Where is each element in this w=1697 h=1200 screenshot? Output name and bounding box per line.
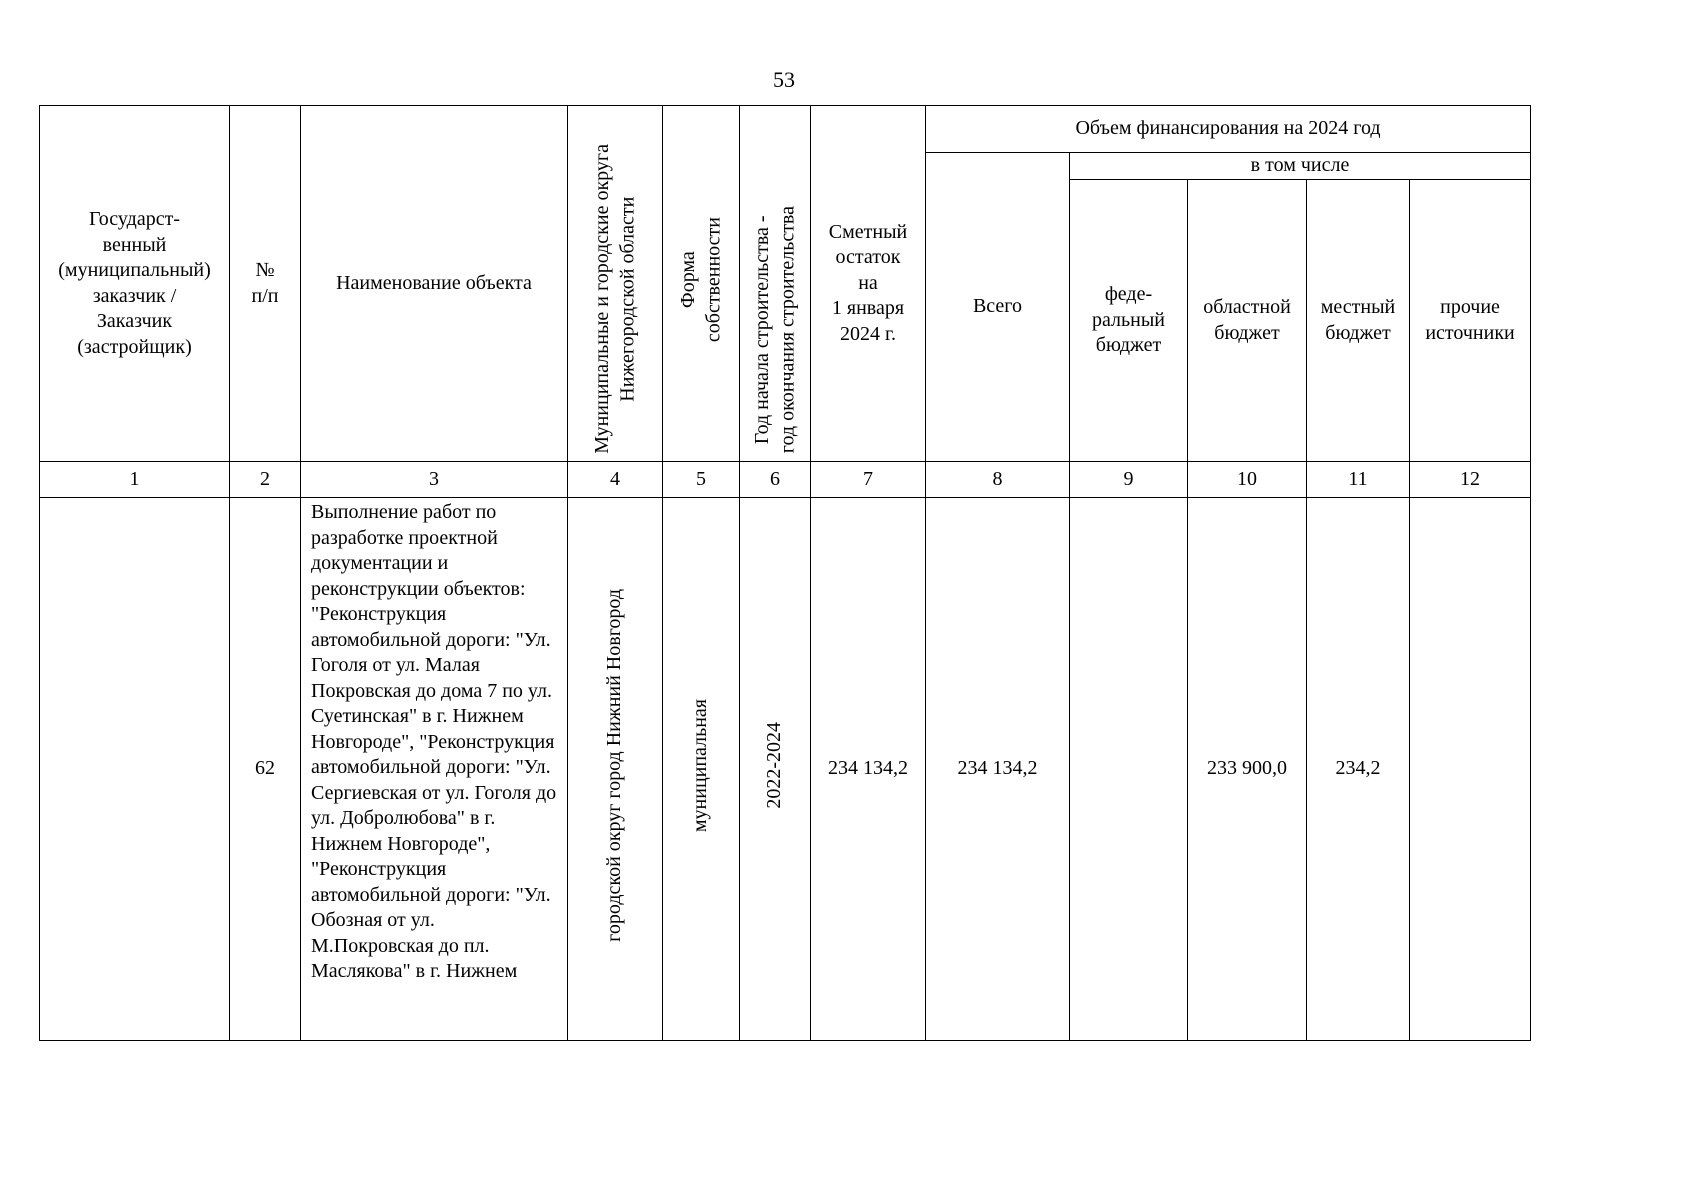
cell-other [1410, 498, 1531, 1041]
header-customer: Государст- венный (муниципальный) заказчик / Заказчик (застройщик) [40, 106, 230, 462]
column-number: 9 [1070, 462, 1188, 498]
column-number: 10 [1188, 462, 1307, 498]
column-number: 11 [1307, 462, 1410, 498]
cell-customer [40, 498, 230, 1041]
cell-object-name: Выполнение работ по разработке проектной документации и реконструкции объектов: "Реконструкция автомобильной дороги: "Ул. Гоголя от ул. Малая Покровская до дома 7 по ул. Суетинская" в г. Нижнем Новгороде", "Реконструкция автомобильной дороги: "Ул. Сергиевская от ул. Гоголя до ул. Добролюбова" в г. Нижнем Новгороде", "Реконструкция автомобильной дороги: "Ул. Обозная от ул. М.Покровская до пл. Маслякова" в г. Нижнем [301, 498, 568, 1041]
page-number: 53 [773, 67, 795, 92]
table-row [40, 498, 1531, 1041]
column-number: 6 [740, 462, 811, 498]
cell-federal [1070, 498, 1188, 1041]
column-numbers-row [40, 462, 1531, 498]
cell-regional: 233 900,0 [1188, 498, 1307, 1041]
cell-municipality: городской округ город Нижний Новгород [568, 498, 663, 1041]
header-municipalities: Муниципальные и городские округа Нижегородской области [568, 106, 663, 462]
header-ownership: Форма собственности [663, 106, 740, 462]
header-regional: областной бюджет [1188, 180, 1307, 462]
cell-years: 2022-2024 [740, 498, 811, 1041]
header-funding-group: Объем финансирования на 2024 год [926, 106, 1531, 153]
header-years: Год начала строительства - год окончания строительства [740, 106, 811, 462]
header-row [40, 106, 1531, 153]
header-number: № п/п [230, 106, 301, 462]
cell-ownership: муниципальная [663, 498, 740, 1041]
column-number: 1 [40, 462, 230, 498]
header-federal: феде- ральный бюджет [1070, 180, 1188, 462]
column-number: 4 [568, 462, 663, 498]
header-including: в том числе [1070, 153, 1531, 180]
column-number: 2 [230, 462, 301, 498]
financing-table [39, 105, 1531, 1041]
cell-number: 62 [230, 498, 301, 1041]
header-total: Всего [926, 153, 1070, 462]
cell-total: 234 134,2 [926, 498, 1070, 1041]
cell-local: 234,2 [1307, 498, 1410, 1041]
cell-remainder: 234 134,2 [811, 498, 926, 1041]
column-number: 12 [1410, 462, 1531, 498]
column-number: 5 [663, 462, 740, 498]
header-other: прочие источники [1410, 180, 1531, 462]
header-remainder: Сметный остаток на 1 января 2024 г. [811, 106, 926, 462]
column-number: 8 [926, 462, 1070, 498]
header-local: местный бюджет [1307, 180, 1410, 462]
header-object-name: Наименование объекта [301, 106, 568, 462]
column-number: 3 [301, 462, 568, 498]
column-number: 7 [811, 462, 926, 498]
